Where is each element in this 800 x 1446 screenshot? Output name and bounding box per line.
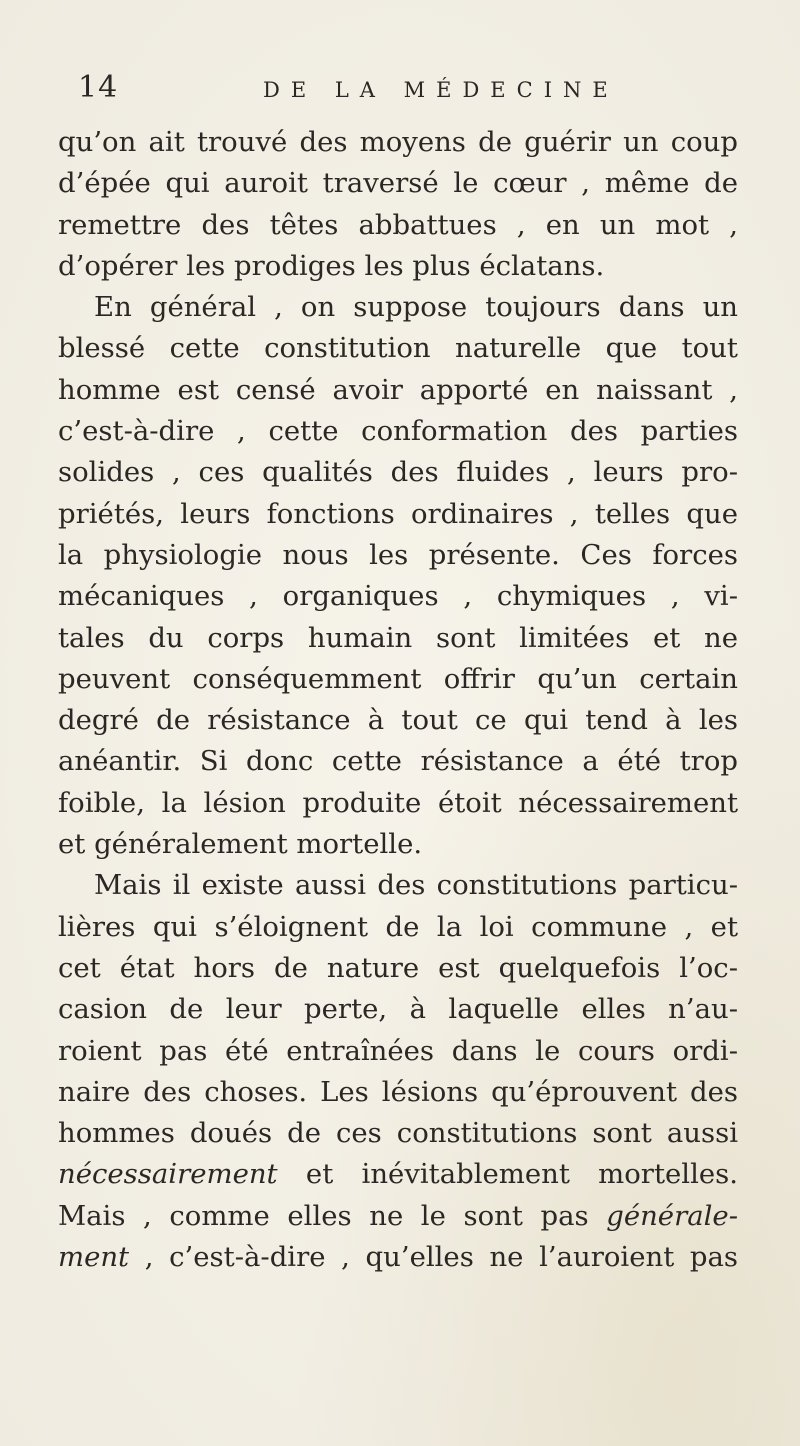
text-run: et inévitablement mortelles. [277,1158,738,1191]
italic-word: nécessairement [58,1158,278,1191]
text-line: naire des choses. Les lésions qu’éprouvent des [58,1075,738,1108]
text-line-italic-start [58,1237,738,1278]
text-line: cet état hors de nature est quelquefois l’oc- [58,951,738,984]
text-line: roient pas été entraînées dans le cours ordi- [58,1034,738,1067]
text-line-italic-start [58,1154,738,1195]
text-line: blessé cette constitution naturelle que tout [58,332,738,365]
text-line: anéantir. Si donc cette résistance a été trop [58,745,738,778]
text-line: tales du corps humain sont limitées et ne [58,621,738,654]
text-line: casion de leur perte, à laquelle elles n’au- [58,993,738,1026]
text-line: et généralement mortelle. [58,828,423,861]
text-line: la physiologie nous les présente. Ces forces [58,538,738,571]
text-line: d’épée qui auroit traversé le cœur , même de [58,167,738,200]
text-line: peuvent conséquemment offrir qu’un certain [58,662,738,695]
text-line: mécaniques , organiques , chymiques , vi- [58,580,738,613]
text-run: , c’est-à-dire , qu’elles ne l’auroient pas [129,1241,738,1274]
body-text [58,122,738,1278]
text-line: c’est-à-dire , cette conformation des parties [58,415,738,448]
running-head: DE LA MÉDECINE [263,78,619,102]
page-number: 14 [78,70,119,105]
text-line: En général , on suppose toujours dans un [94,291,738,324]
text-line: solides , ces qualités des fluides , leurs pro- [58,456,738,489]
text-line: qu’on ait trouvé des moyens de guérir un coup [58,126,738,158]
text-line: hommes doués de ces constitutions sont aussi [58,1117,738,1150]
text-line: lières qui s’éloignent de la loi commune , et [58,910,738,943]
italic-word: générale- [606,1199,738,1232]
text-run: Mais , comme elles ne le sont pas [58,1199,607,1232]
italic-word: ment [58,1241,130,1274]
text-line: homme est censé avoir apporté en naissant , [58,373,738,406]
text-line: degré de résistance à tout ce qui tend à les [58,704,738,737]
text-line: priétés, leurs fonctions ordinaires , telles que [58,497,738,530]
text-line: d’opérer les prodiges les plus éclatans. [58,249,605,282]
text-line: remettre des têtes abbattues , en un mot , [58,208,738,241]
text-line-italic-end [58,1196,738,1237]
page-header [78,70,698,110]
text-line: Mais il existe aussi des constitutions particu- [94,869,738,902]
text-line: foible, la lésion produite étoit nécessairement [58,786,738,819]
